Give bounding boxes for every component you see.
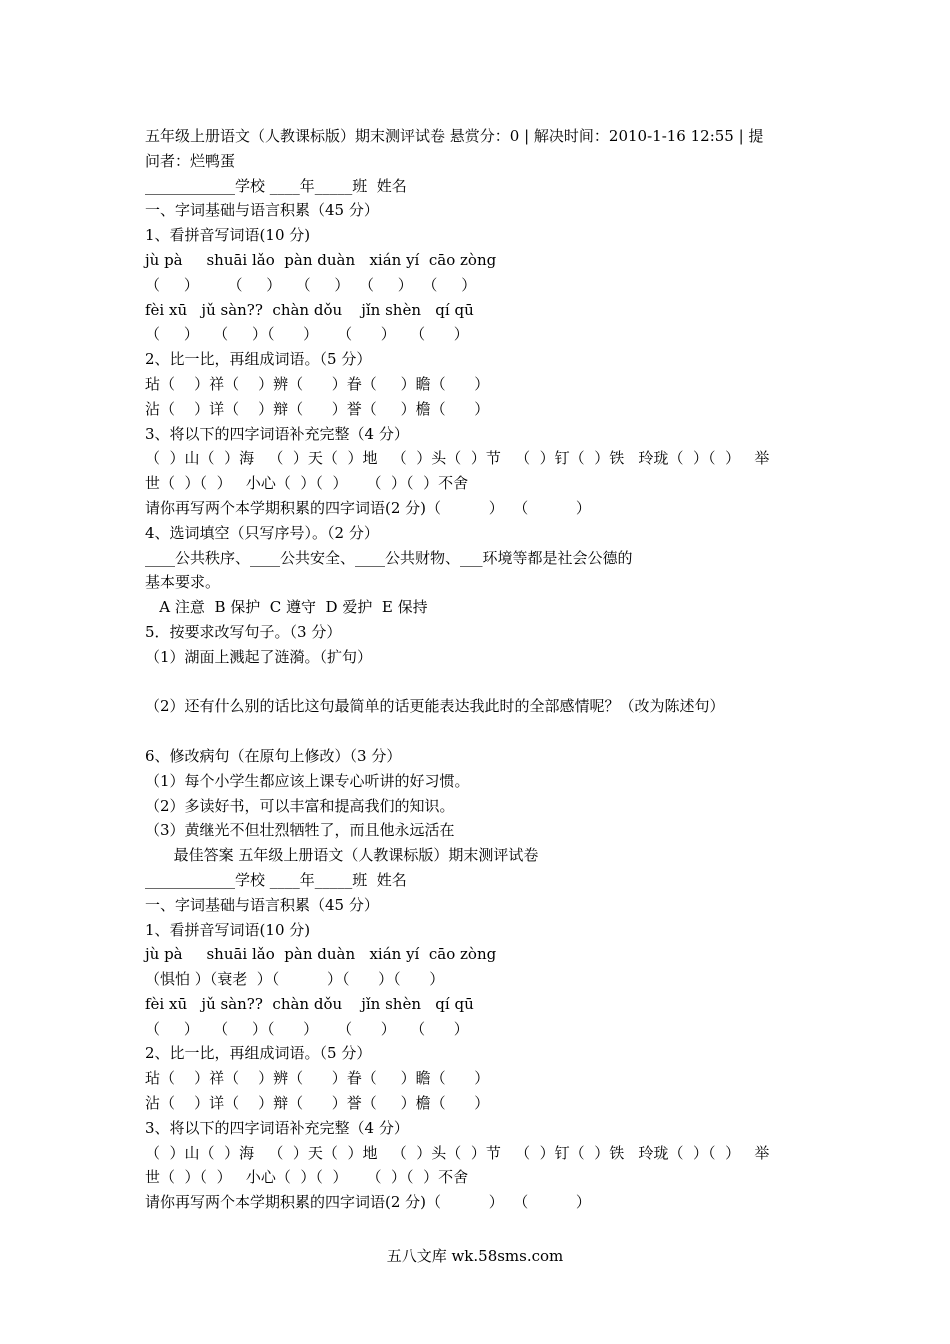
- question-4-sentence: ____公共秩序、____公共安全、____公共财物、___环境等都是社会公德的: [145, 548, 633, 567]
- answer-question-2-title: 2、比一比，再组成词语。（5 分）: [145, 1044, 372, 1063]
- question-2-title: 2、比一比，再组成词语。（5 分）: [145, 350, 372, 369]
- question-5-item-2: （2）还有什么别的话比这句最简单的话更能表达我此时的全部感情呢？（改为陈述句）: [145, 697, 725, 716]
- question-5-title: 5．按要求改写句子。（3 分）: [145, 622, 342, 641]
- question-3-row-1: （ ）山（ ）海 （ ）天（ ）地 （ ）头（ ）节 （ ）钉（ ）铁 玲珑（ ）（ ） 举: [145, 449, 770, 468]
- question-6-item-3: （3）黄继光不但壮烈牺牲了，而且他永远活在: [145, 821, 455, 840]
- answer-question-2-row-2: 沾（ ）详（ ）辩（ ）誉（ ）檐（ ）: [145, 1094, 490, 1113]
- question-6-item-1: （1）每个小学生都应该上课专心听讲的好习惯。: [145, 771, 470, 790]
- header-line-1: 五年级上册语文（人教课标版）期末测评试卷 悬赏分：0 | 解决时间：2010-1-16 12:55 | 提: [145, 127, 764, 145]
- answer-question-2-row-1: 玷（ ）祥（ ）辨（ ）眷（ ）瞻（ ）: [145, 1069, 490, 1088]
- answer-question-3-title: 3、将以下的四字词语补充完整（4 分）: [145, 1118, 409, 1137]
- question-4-options: A 注意 B 保护 C 遵守 D 爱护 E 保持: [145, 598, 428, 617]
- section-1-title: 一、字词基础与语言积累（45 分）: [145, 201, 379, 220]
- question-1-pinyin-row-1: jù pà shuāi lǎo pàn duàn xián yí cāo zòng: [145, 250, 497, 269]
- question-2-row-2: 沾（ ）详（ ）辩（ ）誉（ ）檐（ ）: [145, 399, 490, 418]
- question-1-blanks-row-2: （ ） （ ）（ ） （ ） （ ）: [145, 325, 469, 344]
- answer-school-line: ____________学校 ____年_____班 姓名: [145, 870, 407, 889]
- school-line: ____________学校 ____年_____班 姓名: [145, 176, 407, 195]
- question-5-item-1: （1）湖面上溅起了涟漪。（扩句）: [145, 647, 373, 666]
- question-4-sentence-end: 基本要求。: [145, 573, 221, 592]
- question-6-item-2: （2）多读好书，可以丰富和提高我们的知识。: [145, 796, 455, 815]
- question-1-pinyin-row-2: fèi xū jǔ sàn?? chàn dǒu jǐn shèn qí qū: [145, 300, 474, 319]
- answer-section-1-title: 一、字词基础与语言积累（45 分）: [145, 895, 379, 914]
- question-4-title: 4、选词填空（只写序号）。（2 分）: [145, 523, 379, 542]
- answer-question-1-pinyin-row-2: fèi xū jǔ sàn?? chàn dǒu jǐn shèn qí qū: [145, 994, 474, 1013]
- answer-question-1-pinyin-row-1: jù pà shuāi lǎo pàn duàn xián yí cāo zòng: [145, 945, 497, 964]
- question-3-extra: 请你再写两个本学期积累的四字词语(2 分)（ ） （ ）: [145, 498, 591, 517]
- question-3-row-2: 世（ ）（ ） 小心（ ）（ ） （ ）（ ）不舍: [145, 474, 469, 493]
- question-6-title: 6、修改病句（在原句上修改）（3 分）: [145, 746, 402, 765]
- question-3-title: 3、将以下的四字词语补充完整（4 分）: [145, 424, 409, 443]
- answer-question-3-row-2: 世（ ）（ ） 小心（ ）（ ） （ ）（ ）不舍: [145, 1168, 469, 1187]
- answer-space: [145, 719, 810, 744]
- answer-question-3-extra: 请你再写两个本学期积累的四字词语(2 分)（ ） （ ）: [145, 1193, 591, 1212]
- answer-question-1-title: 1、看拼音写词语(10 分): [145, 920, 311, 939]
- question-1-title: 1、看拼音写词语(10 分): [145, 226, 311, 245]
- answer-question-3-row-1: （ ）山（ ）海 （ ）天（ ）地 （ ）头（ ）节 （ ）钉（ ）铁 玲珑（ ）（ ） 举: [145, 1143, 770, 1162]
- answer-space: [145, 670, 810, 695]
- answer-question-1-blanks-row-2: （ ） （ ）（ ） （ ） （ ）: [145, 1019, 469, 1038]
- best-answer-title: 最佳答案 五年级上册语文（人教课标版）期末测评试卷: [145, 846, 539, 865]
- question-2-row-1: 玷（ ）祥（ ）辨（ ）眷（ ）瞻（ ）: [145, 374, 490, 393]
- answer-question-1-blanks-row-1: （惧怕 ）（衰老 ）（ ）（ ）（ ）: [145, 970, 445, 989]
- question-1-blanks-row-1: （ ） （ ） （ ） （ ） （ ）: [145, 275, 477, 294]
- footer-watermark: 五八文库 wk.58sms.com: [386, 1247, 564, 1265]
- header-line-2: 问者：烂鸭蛋: [145, 151, 236, 170]
- document-page: [145, 124, 810, 1215]
